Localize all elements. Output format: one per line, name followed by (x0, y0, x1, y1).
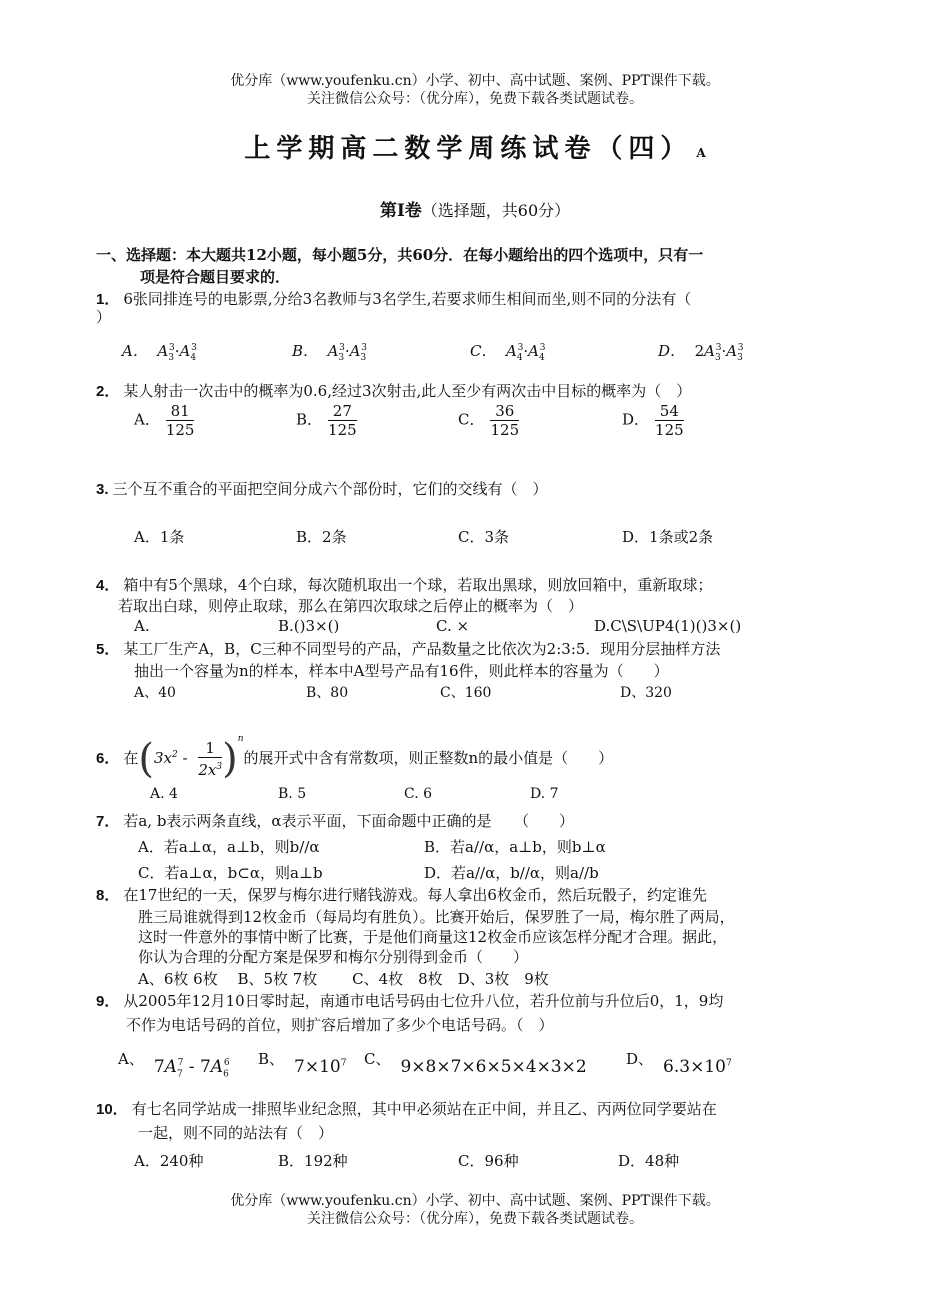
option-label: B． (296, 410, 323, 429)
q5-option-c: C、160 (440, 685, 492, 701)
q6-option-b: B. 5 (278, 786, 307, 802)
header-line-2: 关注微信公众号：（优分库），免费下载各类试题试卷。 (307, 91, 643, 107)
question-text: 的展开式中含有常数项，则正整数n的最小值是（ ） (243, 749, 614, 767)
question-4-cont: 若取出白球，则停止取球，那么在第四次取球之后停止的概率为（ ） (118, 597, 584, 615)
q10-option-d: D．48种 (618, 1152, 680, 1170)
question-1-cont: ） (96, 308, 112, 326)
question-lead: 在 (123, 749, 139, 767)
q7-option-c: C．若a⊥α，b⊂α，则a⊥b (138, 864, 323, 882)
question-number: 7． (96, 813, 120, 830)
numerator: 81 (166, 402, 195, 421)
q5-option-b: B、80 (306, 685, 349, 701)
exam-title (0, 128, 950, 165)
question-9-cont: 不作为电话号码的首位，则扩容后增加了多少个电话号码。（ ） (126, 1016, 554, 1034)
q9-option-c (364, 1048, 587, 1077)
option-label: D． (622, 410, 650, 429)
question-number: 2． (96, 383, 120, 400)
q2-option-b (296, 402, 357, 439)
question-number: 9． (96, 993, 120, 1010)
q7-option-d: D．若a//α，b//α，则a//b (424, 864, 599, 882)
question-7 (96, 810, 866, 833)
q6-option-c: C. 6 (404, 786, 433, 802)
question-text: 若a, b表示两条直线，α表示平面，下面命题中正确的是 （ ） (123, 812, 575, 830)
question-10-cont: 一起，则不同的站法有（ ） (138, 1124, 334, 1142)
q2-option-d (622, 402, 684, 439)
numerator: 36 (490, 402, 519, 421)
exam-title-suffix: A (696, 146, 706, 160)
question-text: 某工厂生产A，B，C三种不同型号的产品，产品数量之比依次为2:3:5．现用分层抽样方法 (123, 640, 721, 658)
q4-option-d: D.C\S\UP4(1)()3×() (594, 617, 742, 635)
q4-option-c: C. × (436, 617, 470, 635)
option-label: A． (134, 410, 160, 429)
fraction (166, 402, 195, 439)
q9-option-b: B、 $7\times 10^7$ (258, 1050, 347, 1077)
denominator: 125 (328, 421, 357, 439)
footer-line-2: 关注微信公众号：（优分库），免费下载各类试题试卷。 (307, 1211, 643, 1227)
denominator: 125 (655, 421, 684, 439)
q2-option-c (458, 402, 519, 439)
fraction (490, 402, 519, 439)
option-label: B、 (258, 1050, 285, 1068)
q9-option-d: D、 $6.3\times 10^7$ (626, 1050, 732, 1077)
section-heading-line-2: 项是符合题目要求的． (140, 268, 291, 286)
question-10 (96, 1098, 866, 1121)
q2-option-a (134, 402, 194, 439)
question-5-cont: 抽出一个容量为n的样本，样本中A型号产品有16件，则此样本的容量为（ ） (134, 662, 669, 680)
page-footer (0, 1192, 950, 1228)
q4-option-b: B.()3×() (278, 617, 340, 635)
option-label: D、 (626, 1050, 654, 1068)
question-text: 从2005年12月10日零时起，南通市电话号码由七位升八位，若升位前与升位后0，1，9均 (123, 992, 724, 1010)
denominator: 125 (490, 421, 520, 439)
q7-option-b: B．若a//α，a⊥b，则b⊥α (424, 838, 606, 856)
question-8-line-2: 胜三局谁就得到12枚金币（每局均有胜负）。比赛开始后，保罗胜了一局，梅尔胜了两局， (138, 908, 735, 926)
question-number: 10． (96, 1101, 128, 1118)
option-expr: 9×8×7×6×5×4×3×2 (400, 1057, 587, 1077)
formula-term: $3x^2$ (153, 749, 178, 767)
numerator: 54 (655, 402, 684, 421)
question-number: 6． (96, 750, 120, 767)
exam-title-text: 上学期高二数学周练试卷（四） (244, 134, 693, 164)
q3-option-d: D．1条或2条 (622, 528, 714, 546)
formula-left-paren: ( (138, 736, 154, 782)
question-number: 4． (96, 577, 120, 594)
footer-line-1: 优分库（www.youfenku.cn）小学、初中、高中试题、案例、PPT课件下载。 (230, 1193, 720, 1209)
question-number: 1． (96, 291, 120, 308)
question-8-line-4: 你认为合理的分配方案是保罗和梅尔分别得到金币（ ） (138, 948, 529, 966)
numerator: 27 (328, 402, 357, 421)
question-3 (96, 478, 866, 501)
part-desc: （选择题，共60分） (421, 201, 571, 220)
q1-option-d: D． $2A_3^3\cdot A_3^3$ (658, 342, 744, 363)
header-line-1: 优分库（www.youfenku.cn）小学、初中、高中试题、案例、PPT课件下载。 (230, 73, 720, 89)
q10-option-c: C．96种 (458, 1152, 519, 1170)
q8-options: A、6枚 6枚 B、5枚 7枚 C、4枚 8枚 D、3枚 9枚 (138, 970, 549, 988)
question-text: 三个互不重合的平面把空间分成六个部份时，它们的交线有（ ） (112, 480, 548, 498)
option-label: B． (292, 342, 319, 360)
option-label: A、 (118, 1050, 144, 1068)
q9-option-a: A、 $7A_7^7 - 7A_6^6$ (118, 1050, 230, 1080)
q1-option-c: C． $A_4^3\cdot A_4^3$ (470, 342, 546, 363)
question-9 (96, 990, 866, 1013)
question-text: 6张同排连号的电影票,分给3名教师与3名学生,若要求师生相间而坐,则不同的分法有（ (123, 290, 692, 308)
option-label: C、 (364, 1050, 391, 1068)
page-header (0, 72, 950, 108)
q3-option-a: A．1条 (134, 528, 185, 546)
section-heading-line-1: 一、选择题：本大题共12小题，每小题5分，共60分．在每小题给出的四个选项中，只有一 (96, 246, 704, 264)
q10-option-b: B．192种 (278, 1152, 348, 1170)
q4-option-a: A. (134, 617, 150, 635)
q3-option-c: C．3条 (458, 528, 510, 546)
question-5 (96, 638, 866, 661)
part-heading (0, 196, 950, 221)
formula-fraction: $\frac{1}{2x^3}$ (198, 739, 223, 779)
question-8 (96, 884, 866, 907)
option-label: C． (458, 410, 485, 429)
q3-option-b: B．2条 (296, 528, 347, 546)
denominator: 125 (165, 421, 195, 439)
q7-option-a: A．若a⊥α，a⊥b，则b//α (138, 838, 320, 856)
formula-right-paren: ) (222, 736, 238, 782)
q5-option-d: D、320 (620, 685, 672, 701)
fraction (328, 402, 357, 439)
q1-option-a: A． $A_3^3\cdot A_4^3$ (122, 342, 197, 363)
q6-option-d: D. 7 (530, 786, 559, 802)
q5-option-a: A、40 (134, 685, 176, 701)
option-label: A． (122, 342, 148, 360)
q1-option-b: B． $A_3^3\cdot A_3^3$ (292, 342, 367, 363)
question-text: 有七名同学站成一排照毕业纪念照，其中甲必须站在正中间，并且乙、丙两位同学要站在 (131, 1100, 717, 1118)
question-number: 8． (96, 887, 120, 904)
option-label: D． (658, 342, 686, 360)
question-text: 在17世纪的一天，保罗与梅尔进行赌钱游戏。每人拿出6枚金币，然后玩骰子，约定谁先 (123, 886, 707, 904)
question-2 (96, 380, 866, 403)
question-text: 箱中有5个黑球，4个白球，每次随机取出一个球，若取出黑球，则放回箱中，重新取球； (123, 576, 713, 594)
question-4 (96, 574, 866, 597)
option-label: C． (470, 342, 497, 360)
question-6: 6． 在($3x^2$ - $\frac{1}{2x^3}$ )$^n$的展开式中含有常数项，则正整数n的最小值是（ ） (96, 734, 614, 782)
question-number: 5． (96, 641, 120, 658)
q10-option-a: A．240种 (134, 1152, 204, 1170)
fraction (655, 402, 684, 439)
q6-option-a: A. 4 (150, 786, 178, 802)
part-label: 第Ⅰ卷 (379, 201, 422, 221)
question-text: 某人射击一次击中的概率为0.6,经过3次射击,此人至少有两次击中目标的概率为（ ） (123, 382, 692, 400)
question-8-line-3: 这时一件意外的事情中断了比赛，于是他们商量这12枚金币应该怎样分配才合理。据此， (138, 928, 728, 946)
question-number: 3. (96, 481, 109, 498)
